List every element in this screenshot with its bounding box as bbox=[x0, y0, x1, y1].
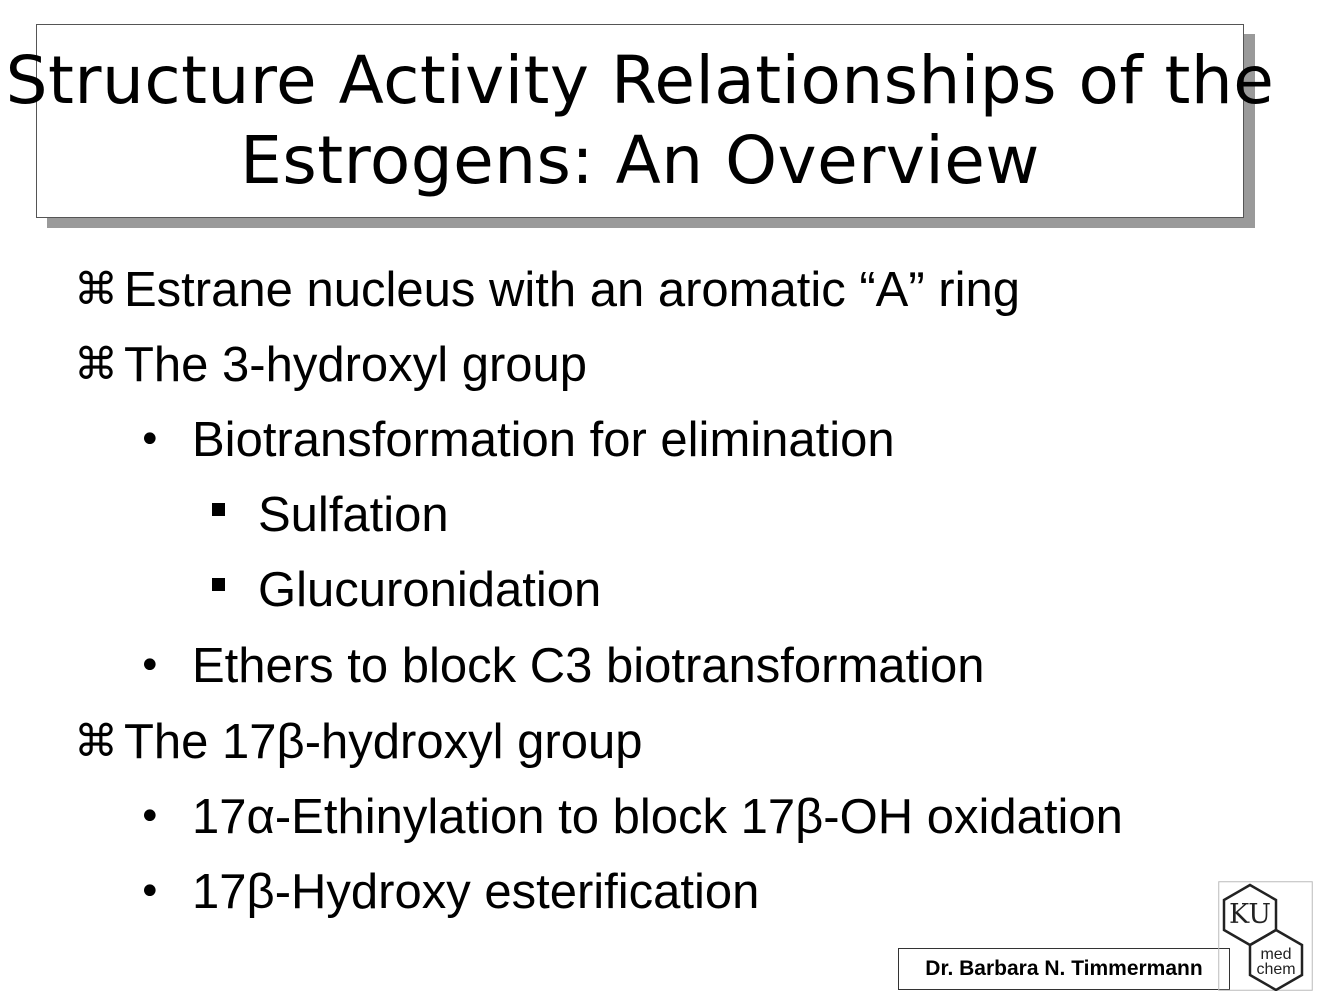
outline-item-text: Biotransformation for elimination bbox=[192, 413, 895, 467]
outline-item-text: 17α-Ethinylation to block 17β-OH oxidation bbox=[192, 790, 1123, 844]
outline-item-text: Ethers to block C3 biotransformation bbox=[192, 639, 985, 693]
outline-item-3 bbox=[138, 410, 895, 470]
author-credit: Dr. Barbara N. Timmermann bbox=[898, 948, 1230, 990]
bullet-dot-icon: • bbox=[138, 417, 162, 463]
outline-item-text: The 17β-hydroxyl group bbox=[124, 715, 643, 769]
command-key-icon: ⌘ bbox=[74, 716, 118, 767]
outline-item-text: The 3-hydroxyl group bbox=[124, 338, 588, 392]
outline-item-7 bbox=[74, 712, 643, 772]
outline-item-4 bbox=[258, 485, 449, 545]
outline-item-1 bbox=[74, 260, 1020, 320]
outline-item-6 bbox=[138, 636, 985, 696]
outline-item-text: 17β-Hydroxy esterification bbox=[192, 865, 760, 919]
outline-item-text: Glucuronidation bbox=[258, 563, 602, 617]
command-key-icon: ⌘ bbox=[74, 339, 118, 390]
logo-text-med: med bbox=[1260, 946, 1292, 963]
slide-title-line-2: Estrogens: An Overview bbox=[240, 122, 1040, 199]
square-bullet-icon bbox=[212, 503, 225, 516]
command-key-icon: ⌘ bbox=[74, 264, 118, 315]
slide-title-line-1: Structure Activity Relationships of the bbox=[5, 42, 1275, 119]
logo-text-chem: chem bbox=[1256, 961, 1296, 978]
square-bullet-icon bbox=[212, 578, 225, 591]
outline-item-9 bbox=[138, 862, 760, 922]
outline-item-2 bbox=[74, 335, 588, 395]
outline-item-text: Sulfation bbox=[258, 488, 449, 542]
bullet-dot-icon: • bbox=[138, 643, 162, 689]
bullet-dot-icon: • bbox=[138, 794, 162, 840]
bullet-dot-icon: • bbox=[138, 869, 162, 915]
outline-item-5 bbox=[258, 560, 601, 620]
title-box bbox=[5, 24, 1275, 218]
outline-item-text: Estrane nucleus with an aromatic “A” ring bbox=[124, 263, 1020, 317]
outline-item-8 bbox=[138, 787, 1123, 847]
logo-text-ku: KU bbox=[1229, 899, 1271, 930]
ku-medchem-logo bbox=[1218, 881, 1313, 991]
